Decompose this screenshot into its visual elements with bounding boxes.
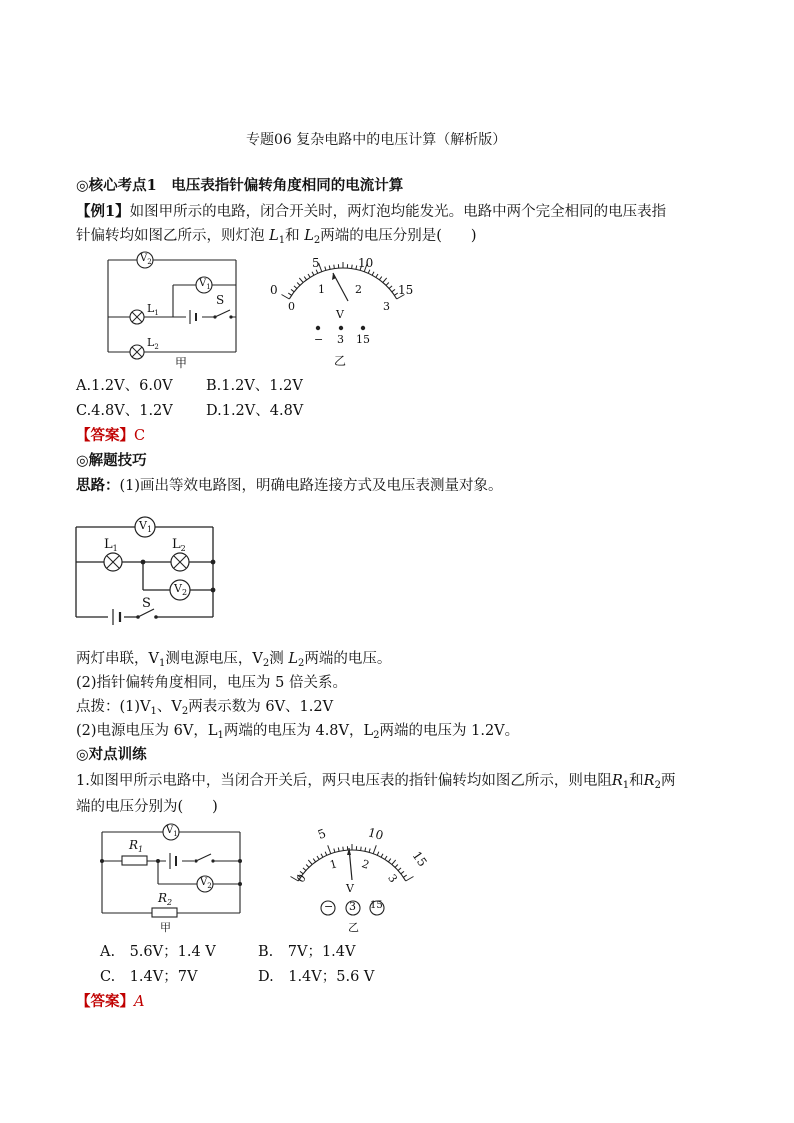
page-title: 专题06 复杂电路中的电压计算（解析版）: [246, 132, 507, 148]
dial-tick: [388, 859, 390, 862]
meter2-unit: V: [346, 882, 354, 895]
meter1-caption: 乙: [334, 354, 347, 368]
fig2-v2-label: $V_2$: [174, 582, 188, 597]
fig1-l1-label: $L_1$: [147, 302, 159, 317]
meter1-bottom-label-2: 2: [355, 283, 362, 296]
meter1-bottom-label-1: 1: [318, 283, 325, 296]
dial-tick: [395, 865, 398, 868]
meter2-bottom-label-0: 0: [294, 871, 309, 886]
meter1-bottom-label-3: 3: [383, 300, 390, 313]
practice-question-line-2: 端的电压分别为( ): [76, 799, 218, 815]
example-1-question-line-2: 针偏转均如图乙所示，则灯泡 $L_1$和 $L_2$两端的电压分别是( ): [76, 228, 477, 246]
meter2-top-label-10: 10: [366, 825, 385, 843]
option-b: B.1.2V、1.2V: [206, 378, 303, 394]
fig1-switch-label: S: [216, 293, 225, 307]
meter1-top-label-0: 0: [270, 283, 278, 297]
meter2-top-label-5: 5: [315, 826, 328, 842]
dial-tick: [381, 854, 383, 858]
fig1-l2-label: $L_2$: [147, 336, 159, 351]
dial-tick: [317, 856, 319, 859]
meter1-top-label-15: 15: [398, 283, 414, 297]
practice-option-a: A. 5.6V；1.4 V: [100, 944, 216, 960]
dial-tick: [398, 868, 401, 871]
example-tag: 【例1】: [76, 203, 130, 220]
dial-tick: [406, 877, 414, 882]
meter2-terminal-neg: −: [324, 900, 334, 913]
fig1-v1-label: $V_1$: [199, 278, 211, 291]
meter1-bottom-label-0: 0: [288, 300, 295, 313]
practice-question-line-1: 1.如图甲所示电路中，当闭合开关后，两只电压表的指针偏转均如图乙所示，则电阻$R_1$和$R_2$两: [76, 773, 676, 791]
meter2-bottom-label-1: 1: [328, 857, 339, 872]
analysis-line-1: 两灯串联，$V_1$测电源电压，$V_2$测 $L_2$两端的电压。: [76, 651, 392, 669]
dial-tick: [361, 847, 362, 851]
dial-tick: [401, 871, 404, 873]
meter2-terminal-3: 3: [349, 900, 356, 913]
fig2-v1-label: $V_1$: [139, 519, 153, 534]
fig3-v2-label: $V_2$: [200, 877, 212, 890]
dial-tick: [403, 875, 406, 877]
meter2-bottom-label-2: 2: [359, 857, 372, 872]
fig3-v1-label: $V_1$: [166, 825, 178, 838]
meter1-unit: V: [336, 308, 344, 321]
fig2-switch-label: S: [142, 596, 151, 611]
practice-option-c: C. 1.4V；7V: [100, 969, 198, 985]
meter2-bottom-label-3: 3: [385, 871, 400, 886]
analysis-line-2: (2)指针偏转角度相同，电压为 5 倍关系。: [76, 675, 347, 691]
meter1-top-label-5: 5: [312, 256, 320, 270]
dial-tick: [385, 856, 387, 859]
dial-tick: [392, 860, 396, 865]
option-d: D.1.2V、4.8V: [206, 403, 304, 419]
meter2-caption: 乙: [348, 921, 359, 934]
dial-tick: [308, 860, 312, 865]
dial-tick: [377, 852, 379, 856]
dial-tick: [373, 845, 376, 853]
fig1-caption: 甲: [175, 356, 188, 370]
practice-answer: 【答案】A: [76, 993, 145, 1010]
tips-heading: ◎解题技巧: [76, 452, 147, 469]
practice-option-b: B. 7V；1.4V: [258, 944, 356, 960]
dial-tick: [343, 847, 344, 851]
dial-tick: [303, 868, 306, 871]
fig3-r1-label: $R_1$: [129, 838, 144, 854]
analysis-line-4: (2)电源电压为 6V，$L_1$两端的电压为 4.8V，$L_2$两端的电压为 1.2V。: [76, 723, 520, 741]
dial-tick: [321, 854, 323, 858]
tips-idea: 思路：(1)画出等效电路图，明确电路连接方式及电压表测量对象。: [76, 477, 503, 494]
meter2-top-label-15: 15: [409, 848, 430, 870]
practice-heading: ◎对点训练: [76, 746, 147, 763]
option-c: C.4.8V、1.2V: [76, 403, 173, 419]
practice-option-d: D. 1.4V；5.6 V: [258, 969, 375, 985]
answer-1: 【答案】C: [76, 427, 146, 444]
dial-tick: [365, 847, 366, 851]
meter1-terminal-3: 3: [337, 333, 344, 346]
fig2-l2-label: $L_2$: [172, 537, 186, 553]
option-a: A.1.2V、6.0V: [76, 378, 173, 394]
analysis-line-3: 点拨：$(1)V_1$、$V_2$两表示数为 6V、1.2V: [76, 699, 334, 717]
section-heading-core-point-1: ◎核心考点1 电压表指针偏转角度相同的电流计算: [76, 177, 404, 194]
dial-tick: [328, 845, 331, 853]
dial-tick: [313, 859, 315, 862]
example-1-question-line-1: 【例1】如图甲所示的电路，闭合开关时，两灯泡均能发光。电路中两个完全相同的电压表指: [76, 203, 667, 220]
meter2-terminal-15: 15: [370, 900, 383, 911]
fig2-l1-label: $L_1$: [104, 537, 118, 553]
fig3-r2-label: $R_2$: [158, 891, 173, 907]
dial-tick: [325, 852, 327, 856]
dial-tick: [338, 847, 339, 851]
meter1-terminal-15: 15: [356, 333, 370, 346]
meter1-terminal-neg: −: [314, 333, 324, 346]
meter1-top-label-10: 10: [358, 256, 374, 270]
dial-tick: [306, 865, 309, 868]
fig3-caption: 甲: [160, 921, 171, 934]
fig1-v2-label: $V_2$: [140, 253, 152, 266]
